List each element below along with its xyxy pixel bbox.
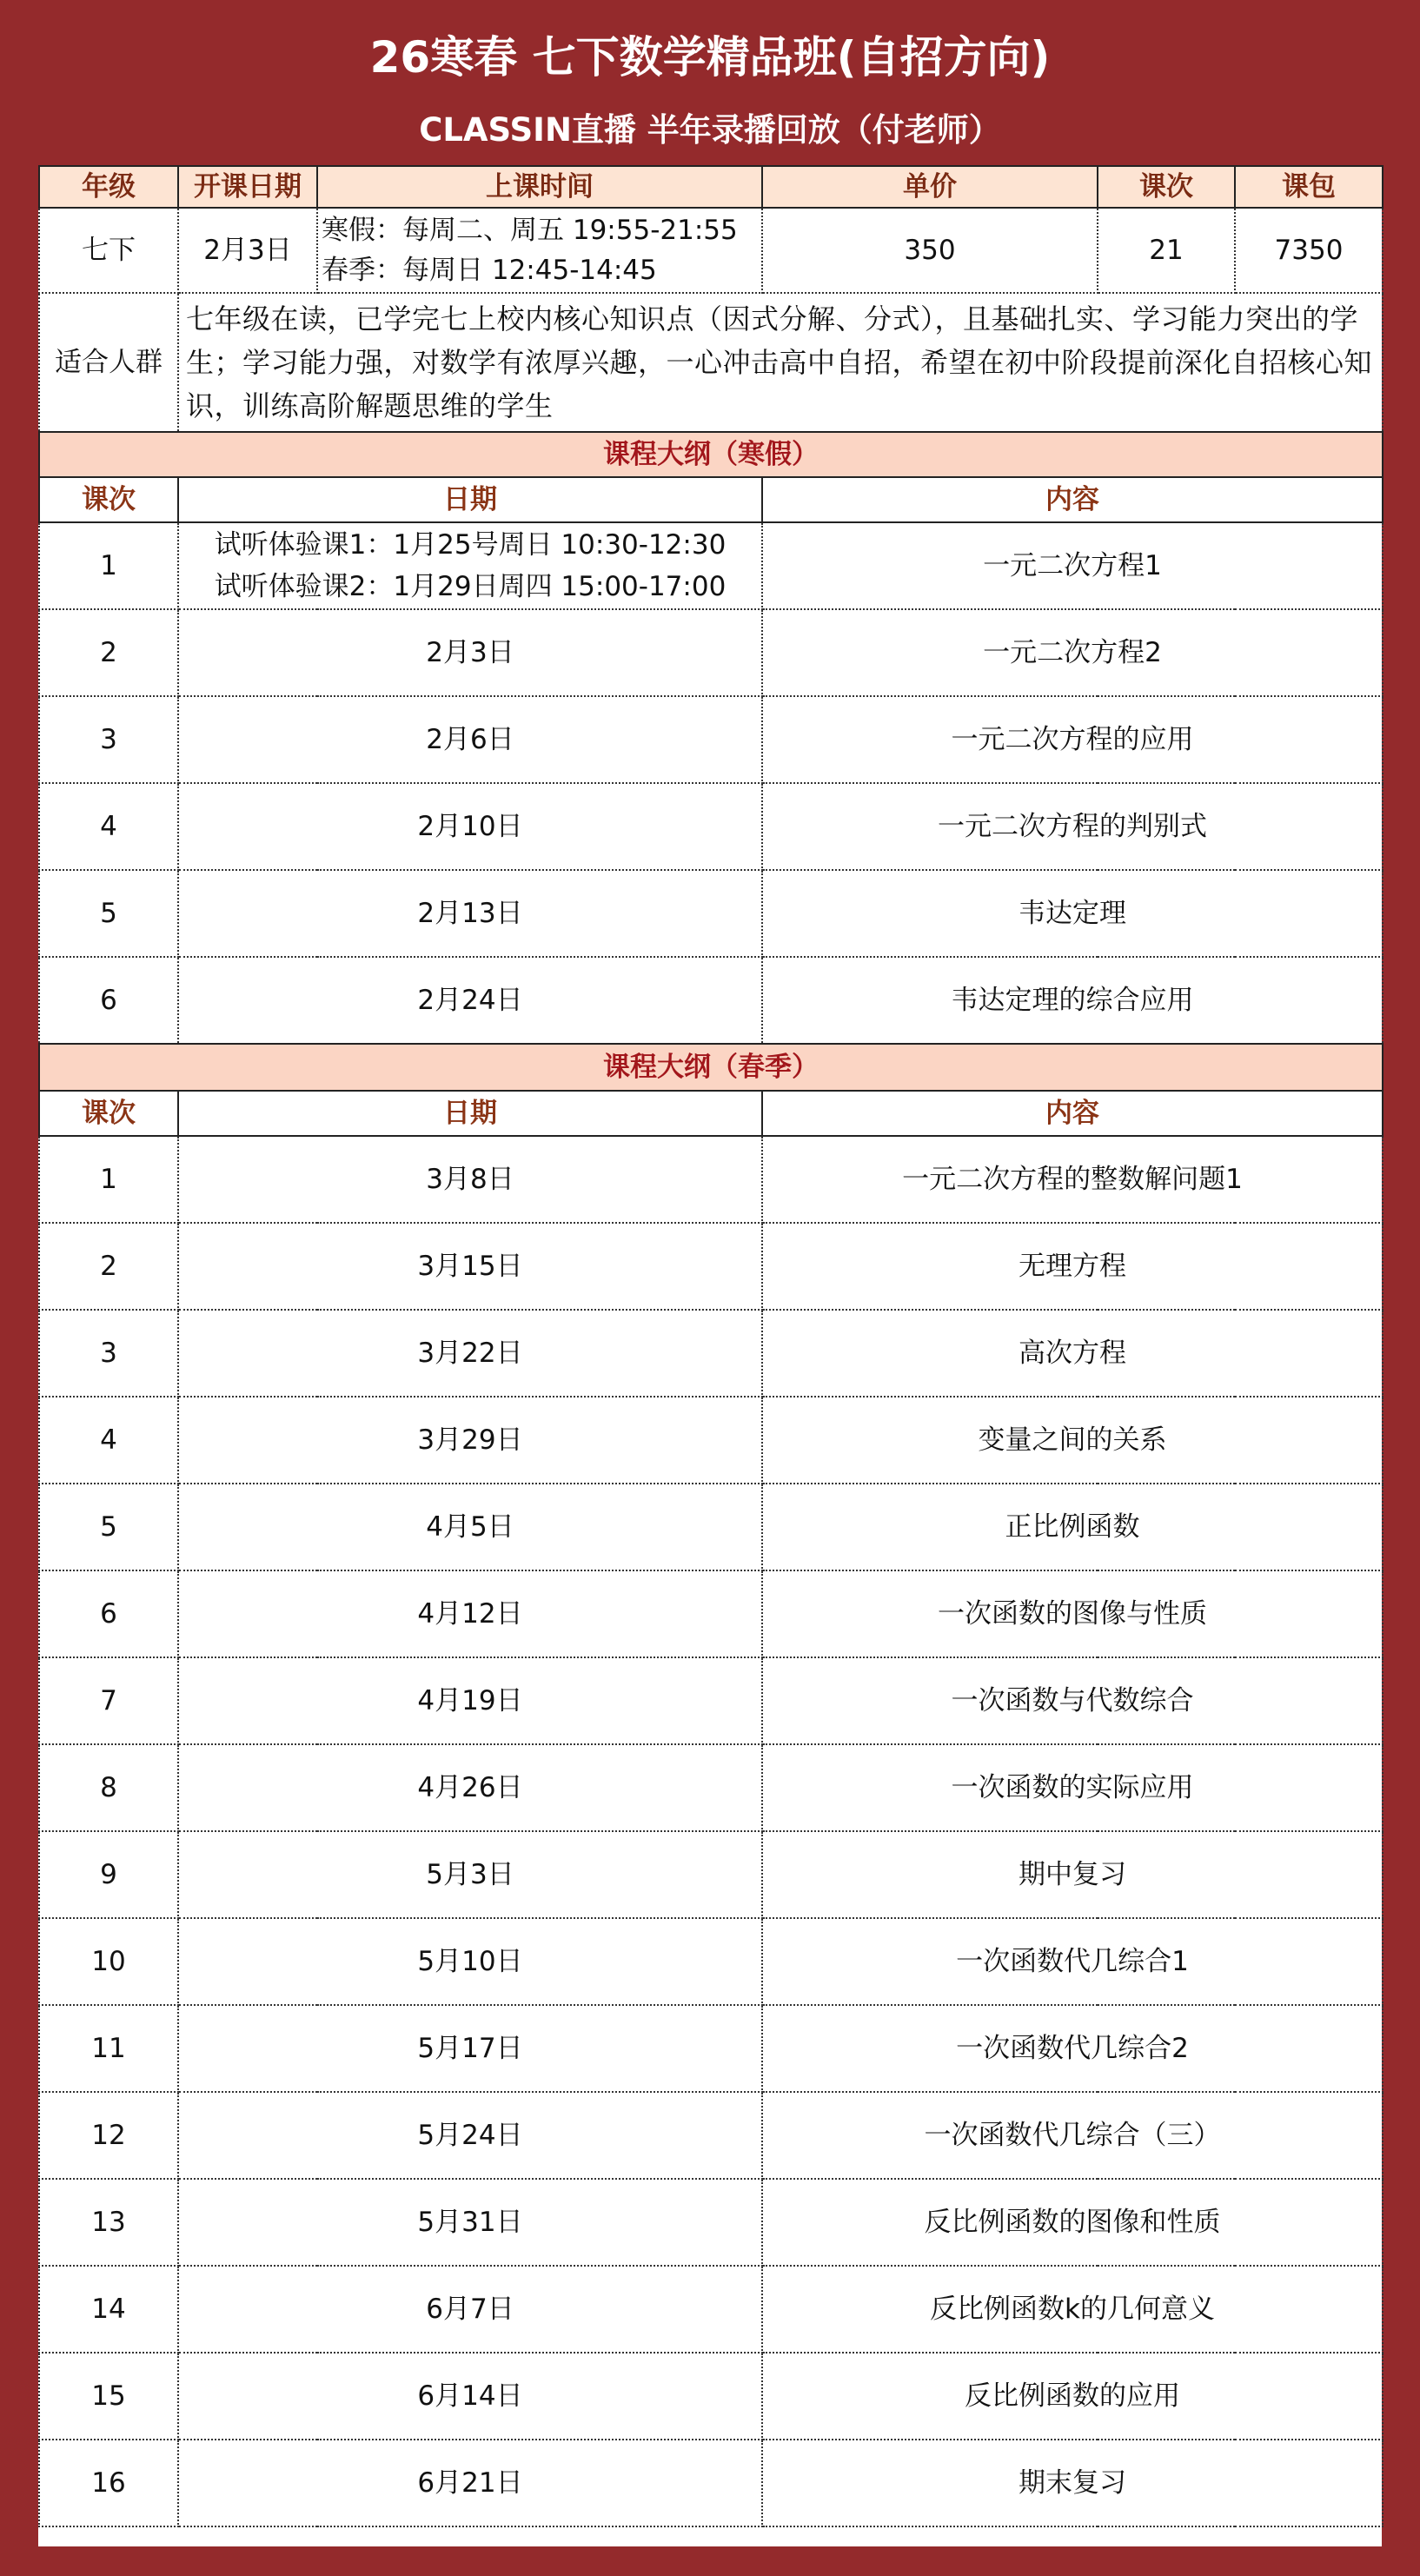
spring-row	[39, 2266, 1383, 2353]
spring-row	[39, 2092, 1383, 2179]
spring-row	[39, 2440, 1383, 2526]
spring-row-no: 2	[39, 1223, 178, 1310]
winter-row-no: 1	[39, 522, 178, 609]
spring-row	[39, 2005, 1383, 2092]
winter-row-date: 2月10日	[178, 783, 762, 870]
spring-row-date: 6月21日	[178, 2440, 762, 2526]
page-title: 26寒春 七下数学精品班(自招方向)	[369, 32, 1051, 83]
spring-row-date: 5月31日	[178, 2179, 762, 2266]
package-value: 7350	[1235, 208, 1383, 293]
spring-row-date: 5月3日	[178, 1831, 762, 1918]
winter-row-date: 2月24日	[178, 957, 762, 1044]
winter-row-no: 5	[39, 870, 178, 957]
spring-row-content: 反比例函数的应用	[762, 2353, 1383, 2440]
winter-row-no: 3	[39, 696, 178, 783]
spring-row-no: 13	[39, 2179, 178, 2266]
winter-row-content: 一元二次方程的判别式	[762, 783, 1383, 870]
spring-row-date: 4月19日	[178, 1657, 762, 1744]
header-sessions: 课次	[1098, 166, 1235, 208]
spring-row-content: 反比例函数的图像和性质	[762, 2179, 1383, 2266]
winter-column-header-row	[39, 477, 1383, 522]
spring-row-content: 一次函数的实际应用	[762, 1744, 1383, 1831]
spring-row	[39, 2353, 1383, 2440]
spring-row-date: 3月8日	[178, 1136, 762, 1223]
spring-row-date: 3月29日	[178, 1397, 762, 1484]
spring-row-date: 5月10日	[178, 1918, 762, 2005]
spring-row-no: 5	[39, 1484, 178, 1570]
spring-row-no: 11	[39, 2005, 178, 2092]
header-start-date: 开课日期	[178, 166, 317, 208]
spring-row-content: 一元二次方程的整数解问题1	[762, 1136, 1383, 1223]
winter-row-no: 2	[39, 609, 178, 696]
winter-row-date: 2月6日	[178, 696, 762, 783]
winter-row	[39, 870, 1383, 957]
spring-row-content: 一次函数的图像与性质	[762, 1570, 1383, 1657]
info-header-row	[39, 166, 1383, 208]
spring-row-no: 3	[39, 1310, 178, 1397]
spring-row-date: 6月14日	[178, 2353, 762, 2440]
audience-text: 七年级在读，已学完七上校内核心知识点（因式分解、分式），且基础扎实、学习能力突出的学生；学习能力强，对数学有浓厚兴趣，一心冲击高中自招，希望在初中阶段提前深化自招核心知识，训练高阶解题思维的学生	[178, 293, 1383, 432]
spring-row	[39, 1310, 1383, 1397]
winter-time: 寒假：每周二、周五 19:55-21:55	[322, 215, 738, 246]
spring-row-date: 3月22日	[178, 1310, 762, 1397]
header-grade: 年级	[39, 166, 178, 208]
spring-row-content: 一次函数代几综合1	[762, 1918, 1383, 2005]
spring-row-no: 1	[39, 1136, 178, 1223]
spring-col-no: 课次	[39, 1091, 178, 1136]
class-time-value	[317, 208, 762, 293]
winter-row-no: 6	[39, 957, 178, 1044]
winter-row-date: 2月13日	[178, 870, 762, 957]
spring-row-no: 12	[39, 2092, 178, 2179]
spring-row	[39, 1136, 1383, 1223]
start-date-value: 2月3日	[178, 208, 317, 293]
winter-row	[39, 696, 1383, 783]
winter-row-content: 一元二次方程的应用	[762, 696, 1383, 783]
page-subtitle: CLASSIN直播 半年录播回放（付老师）	[419, 111, 1001, 149]
schedule-sheet	[38, 165, 1382, 2546]
spring-row-no: 16	[39, 2440, 178, 2526]
spring-row-date: 6月7日	[178, 2266, 762, 2353]
spring-row-no: 9	[39, 1831, 178, 1918]
header-class-time: 上课时间	[317, 166, 762, 208]
header-package: 课包	[1235, 166, 1383, 208]
spring-section-row	[39, 1044, 1383, 1091]
spring-time: 春季：每周日 12:45-14:45	[322, 255, 657, 286]
spring-row-content: 一次函数代几综合2	[762, 2005, 1383, 2092]
spring-row-date: 3月15日	[178, 1223, 762, 1310]
winter-row	[39, 957, 1383, 1044]
spring-row	[39, 1831, 1383, 1918]
spring-row	[39, 1484, 1383, 1570]
spring-col-date: 日期	[178, 1091, 762, 1136]
info-value-row	[39, 208, 1383, 293]
schedule-table	[38, 165, 1384, 2527]
spring-row-date: 5月24日	[178, 2092, 762, 2179]
winter-col-content: 内容	[762, 477, 1383, 522]
grade-value: 七下	[39, 208, 178, 293]
spring-row-content: 反比例函数k的几何意义	[762, 2266, 1383, 2353]
spring-row-content: 期末复习	[762, 2440, 1383, 2526]
winter-col-date: 日期	[178, 477, 762, 522]
spring-row-content: 期中复习	[762, 1831, 1383, 1918]
spring-section-title: 课程大纲（春季）	[39, 1044, 1383, 1091]
winter-col-no: 课次	[39, 477, 178, 522]
winter-row-content: 一元二次方程2	[762, 609, 1383, 696]
winter-row-date: 2月3日	[178, 609, 762, 696]
spring-row-content: 一次函数与代数综合	[762, 1657, 1383, 1744]
spring-row-date: 5月17日	[178, 2005, 762, 2092]
spring-row-no: 6	[39, 1570, 178, 1657]
winter-row-content: 韦达定理的综合应用	[762, 957, 1383, 1044]
winter-row	[39, 783, 1383, 870]
spring-column-header-row	[39, 1091, 1383, 1136]
spring-col-content: 内容	[762, 1091, 1383, 1136]
winter-row	[39, 522, 1383, 609]
spring-row-no: 8	[39, 1744, 178, 1831]
spring-row	[39, 2179, 1383, 2266]
audience-label: 适合人群	[39, 293, 178, 432]
winter-section-title: 课程大纲（寒假）	[39, 432, 1383, 477]
price-value: 350	[762, 208, 1098, 293]
spring-row-date: 4月12日	[178, 1570, 762, 1657]
spring-row-no: 15	[39, 2353, 178, 2440]
spring-row	[39, 1570, 1383, 1657]
spring-row-no: 4	[39, 1397, 178, 1484]
header-price: 单价	[762, 166, 1098, 208]
spring-row	[39, 1223, 1383, 1310]
spring-row	[39, 1918, 1383, 2005]
spring-row	[39, 1744, 1383, 1831]
audience-row	[39, 293, 1383, 432]
winter-section-row	[39, 432, 1383, 477]
spring-row-content: 正比例函数	[762, 1484, 1383, 1570]
spring-row-content: 无理方程	[762, 1223, 1383, 1310]
spring-row-content: 高次方程	[762, 1310, 1383, 1397]
spring-row	[39, 1397, 1383, 1484]
spring-row-no: 7	[39, 1657, 178, 1744]
spring-row-content: 变量之间的关系	[762, 1397, 1383, 1484]
spring-row-date: 4月26日	[178, 1744, 762, 1831]
spring-row-no: 14	[39, 2266, 178, 2353]
spring-row	[39, 1657, 1383, 1744]
spring-row-date: 4月5日	[178, 1484, 762, 1570]
winter-row	[39, 609, 1383, 696]
trial-class-2: 试听体验课2：1月29日周四 15:00-17:00	[214, 571, 727, 602]
winter-row-date	[178, 522, 762, 609]
spring-row-content: 一次函数代几综合（三）	[762, 2092, 1383, 2179]
spring-row-no: 10	[39, 1918, 178, 2005]
trial-class-1: 试听体验课1：1月25号周日 10:30-12:30	[214, 529, 727, 561]
sessions-value: 21	[1098, 208, 1235, 293]
winter-row-content: 韦达定理	[762, 870, 1383, 957]
winter-row-no: 4	[39, 783, 178, 870]
winter-row-content: 一元二次方程1	[762, 522, 1383, 609]
